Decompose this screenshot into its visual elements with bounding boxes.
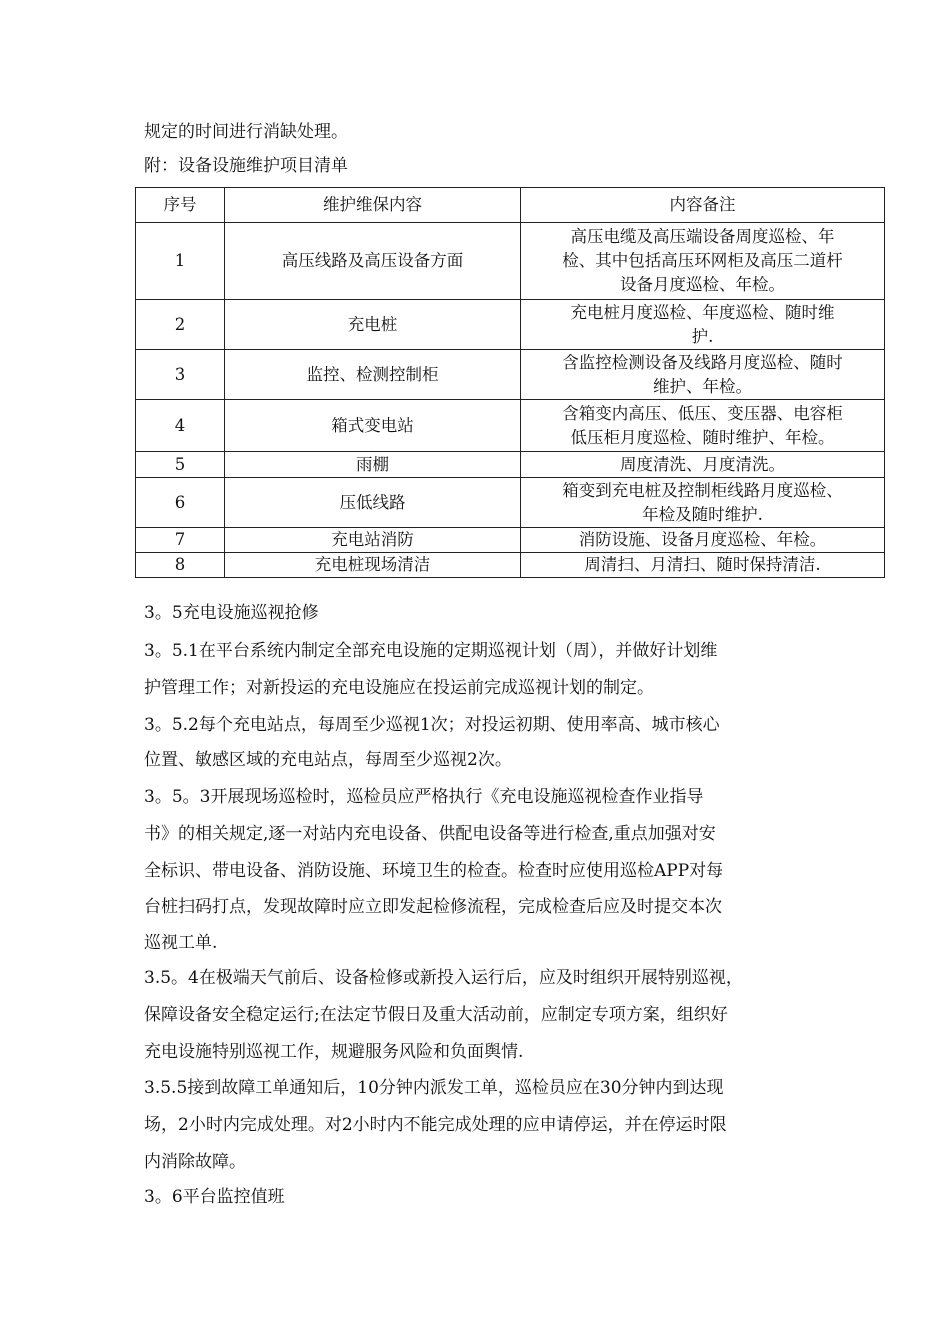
row-no: 1 xyxy=(136,223,225,300)
table-row xyxy=(136,400,885,452)
row-note: 周度清洗、月度清洗。 xyxy=(521,452,885,478)
paragraph-line: 3。5.1在平台系统内制定全部充电设施的定期巡视计划（周），并做好计划维 xyxy=(144,641,718,661)
appendix-title: 附：设备设施维护项目清单 xyxy=(144,156,348,176)
row-note: 充电桩月度巡检、年度巡检、随时维 护. xyxy=(521,300,885,350)
row-content: 充电桩现场清洁 xyxy=(225,553,521,578)
table-row xyxy=(136,300,885,350)
table-row xyxy=(136,553,885,578)
maintenance-items-table xyxy=(135,187,885,578)
row-no: 6 xyxy=(136,478,225,528)
row-note: 高压电缆及高压端设备周度巡检、年 检、其中包括高压环网柜及高压二道杆 设备月度巡检、年检。 xyxy=(521,223,885,300)
paragraph-line: 保障设备安全稳定运行;在法定节假日及重大活动前，应制定专项方案，组织好 xyxy=(144,1005,728,1025)
row-no: 2 xyxy=(136,300,225,350)
paragraph-line: 充电设施特别巡视工作，规避服务风险和负面舆情. xyxy=(144,1042,524,1062)
paragraph-line: 内消除故障。 xyxy=(144,1152,246,1172)
table-row xyxy=(136,223,885,300)
header-content: 维护维保内容 xyxy=(225,188,521,223)
table-row xyxy=(136,478,885,528)
section-heading-3-6: 3。6平台监控值班 xyxy=(144,1187,285,1207)
row-content: 箱式变电站 xyxy=(225,400,521,452)
row-no: 5 xyxy=(136,452,225,478)
paragraph-line: 台桩扫码打点，发现故障时应立即发起检修流程，完成检查后应及时提交本次 xyxy=(144,897,722,917)
row-note: 含监控检测设备及线路月度巡检、随时 维护、年检。 xyxy=(521,350,885,400)
row-no: 3 xyxy=(136,350,225,400)
paragraph-line: 场，2小时内完成处理。对2小时内不能完成处理的应申请停运，并在停运时限 xyxy=(144,1115,727,1135)
paragraph-line: 3。5.2每个充电站点，每周至少巡视1次；对投运初期、使用率高、城市核心 xyxy=(144,715,720,735)
row-no: 7 xyxy=(136,528,225,553)
section-heading-3-5: 3。5充电设施巡视抢修 xyxy=(144,603,319,623)
row-note: 箱变到充电桩及控制柜线路月度巡检、 年检及随时维护. xyxy=(521,478,885,528)
header-note: 内容备注 xyxy=(521,188,885,223)
row-content: 充电站消防 xyxy=(225,528,521,553)
row-no: 4 xyxy=(136,400,225,452)
row-content: 高压线路及高压设备方面 xyxy=(225,223,521,300)
paragraph-line: 巡视工单. xyxy=(144,933,218,953)
table-row xyxy=(136,350,885,400)
row-content: 雨棚 xyxy=(225,452,521,478)
paragraph-line: 3。5。3开展现场巡检时，巡检员应严格执行《充电设施巡视检查作业指导 xyxy=(144,787,704,807)
paragraph-line: 书》的相关规定,逐一对站内充电设备、供配电设备等进行检查,重点加强对安 xyxy=(144,824,716,844)
paragraph-line: 3.5。4在极端天气前后、设备检修或新投入运行后，应及时组织开展特别巡视， xyxy=(144,968,743,988)
paragraph-line: 全标识、带电设备、消防设施、环境卫生的检查。检查时应使用巡检APP对每 xyxy=(144,861,724,881)
row-note: 周清扫、月清扫、随时保持清洁. xyxy=(521,553,885,578)
row-content: 监控、检测控制柜 xyxy=(225,350,521,400)
header-no: 序号 xyxy=(136,188,225,223)
row-no: 8 xyxy=(136,553,225,578)
row-content: 充电桩 xyxy=(225,300,521,350)
paragraph-line: 3.5.5接到故障工单通知后，10分钟内派发工单，巡检员应在30分钟内到达现 xyxy=(144,1078,724,1098)
paragraph-line: 位置、敏感区域的充电站点，每周至少巡视2次。 xyxy=(144,750,512,770)
paragraph-line: 护管理工作；对新投运的充电设施应在投运前完成巡视计划的制定。 xyxy=(144,678,654,698)
table-header-row xyxy=(136,188,885,223)
row-note: 消防设施、设备月度巡检、年检。 xyxy=(521,528,885,553)
row-note: 含箱变内高压、低压、变压器、电容柜 低压柜月度巡检、随时维护、年检。 xyxy=(521,400,885,452)
table-row xyxy=(136,452,885,478)
row-content: 压低线路 xyxy=(225,478,521,528)
intro-line: 规定的时间进行消缺处理。 xyxy=(144,122,348,142)
table-row xyxy=(136,528,885,553)
